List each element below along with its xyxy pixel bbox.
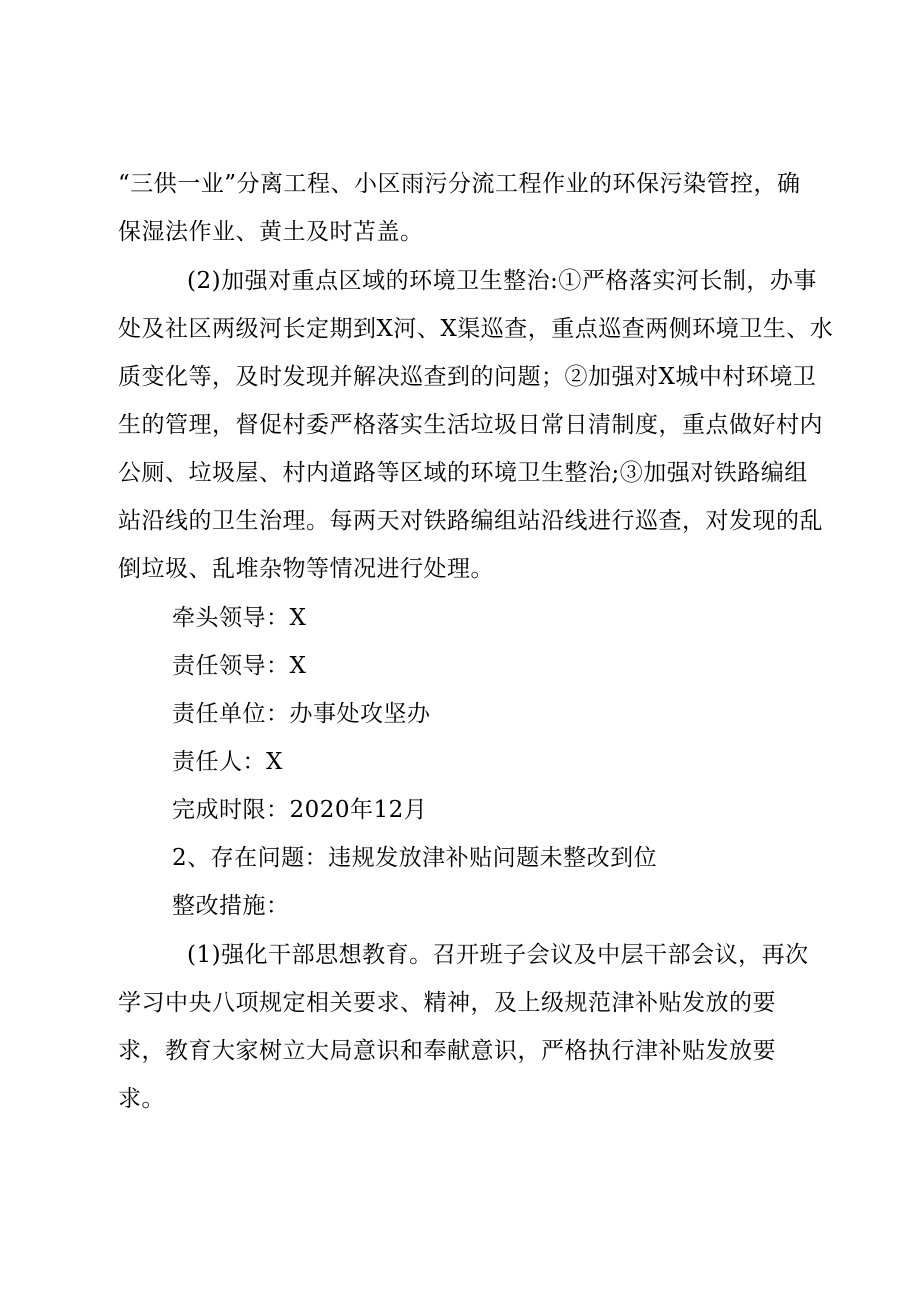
- paragraph-line: 倒垃圾、乱堆杂物等情况进行处理。: [118, 556, 494, 582]
- lead-leader-line: 牵头领导：X: [172, 605, 307, 631]
- responsible-leader-line: 责任领导：X: [172, 653, 307, 679]
- responsible-person-line: 责任人：X: [172, 749, 283, 775]
- paragraph-line: “三供一业”分离工程、小区雨污分流工程作业的环保污染管控，确: [118, 171, 801, 197]
- paragraph-line: 站沿线的卫生治理。每两天对铁路编组站沿线进行巡查，对发现的乱: [118, 508, 823, 534]
- paragraph-line: 求。: [118, 1086, 165, 1112]
- paragraph-line: 学习中央八项规定相关要求、精神，及上级规范津补贴发放的要: [118, 990, 776, 1016]
- paragraph-line: 公厕、垃圾屋、村内道路等区域的环境卫生整治;③加强对铁路编组: [118, 460, 808, 486]
- paragraph-line: (1)强化干部思想教育。召开班子会议及中层干部会议，再次: [187, 942, 809, 968]
- paragraph-line: (2)加强对重点区域的环境卫生整治:①严格落实河长制，办事: [187, 268, 817, 294]
- responsible-unit-line: 责任单位：办事处攻坚办: [172, 701, 431, 727]
- paragraph-line: 保湿法作业、黄土及时苫盖。: [118, 219, 424, 245]
- paragraph-line: 求，教育大家树立大局意识和奉献意识，严格执行津补贴发放要: [118, 1038, 776, 1064]
- measures-heading: 整改措施：: [172, 893, 290, 919]
- paragraph-line: 质变化等，及时发现并解决巡查到的问题；②加强对X城中村环境卫: [118, 364, 817, 390]
- paragraph-line: 生的管理，督促村委严格落实生活垃圾日常日清制度，重点做好村内: [118, 412, 823, 438]
- issue-heading: 2、存在问题：违规发放津补贴问题未整改到位: [172, 845, 658, 871]
- deadline-line: 完成时限：2020年12月: [172, 797, 428, 823]
- paragraph-line: 处及社区两级河长定期到X河、X渠巡查，重点巡查两侧环境卫生、水: [118, 316, 834, 342]
